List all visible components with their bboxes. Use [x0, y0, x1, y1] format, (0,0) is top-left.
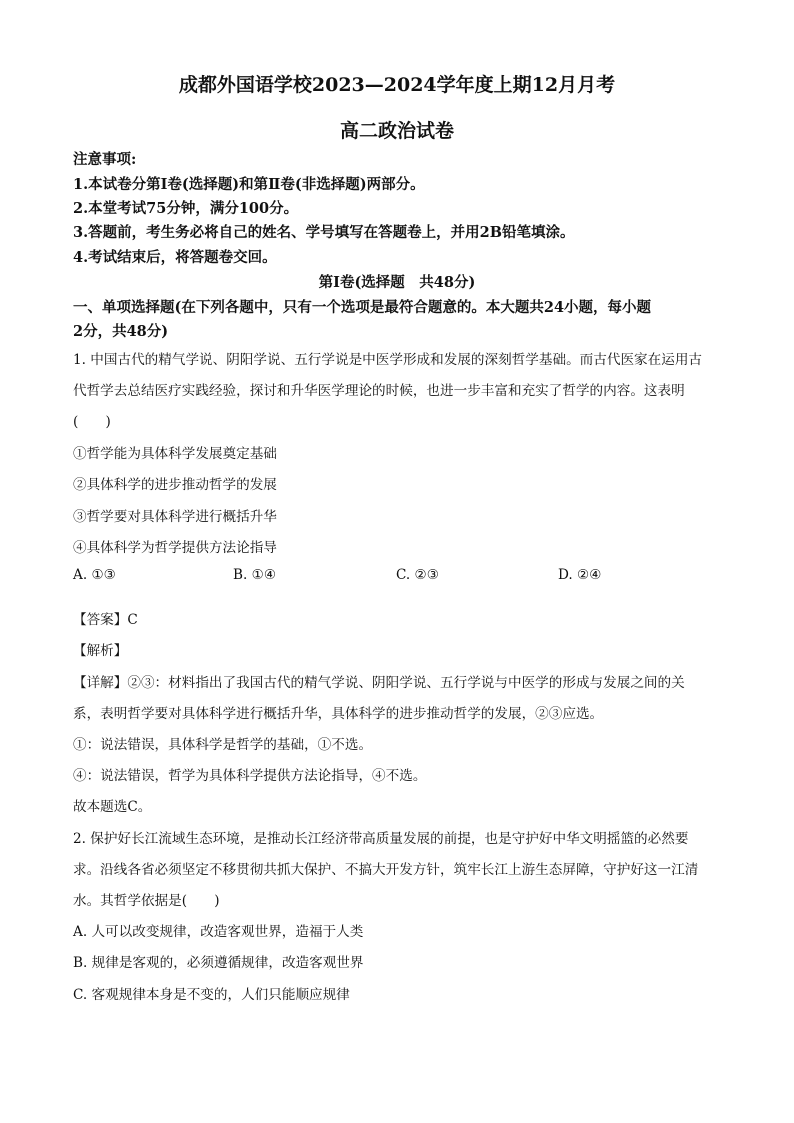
q1-conclusion: 故本题选C。 [73, 799, 152, 815]
q1-detail-line3: ①：说法错误，具体科学是哲学的基础，①不选。 [73, 737, 373, 753]
notice-item-3: 3.答题前，考生务必将自己的姓名、学号填写在答题卷上，并用2B铅笔填涂。 [73, 224, 575, 241]
q1-answer: 【答案】C [73, 612, 138, 628]
q1-option-c: C. ②③ [396, 567, 439, 583]
q2-option-a: A. 人可以改变规律，改造客观世界，造福于人类 [73, 924, 364, 940]
section-title: 第Ⅰ卷(选择题 共48分) [318, 274, 476, 291]
section-instruction-line2: 2分，共48分) [73, 323, 169, 340]
notice-item-4: 4.考试结束后，将答题卷交回。 [73, 249, 277, 266]
notice-item-1: 1.本试卷分第Ⅰ卷(选择题)和第Ⅱ卷(非选择题)两部分。 [73, 176, 425, 193]
q2-option-c: C. 客观规律本身是不变的，人们只能顺应规律 [73, 987, 350, 1003]
q1-statement-2: ②具体科学的进步推动哲学的发展 [73, 477, 277, 493]
exam-title: 成都外国语学校2023—2024学年度上期12月月考 [178, 74, 616, 96]
q1-statement-4: ④具体科学为哲学提供方法论指导 [73, 540, 277, 556]
q1-option-d: D. ②④ [558, 567, 602, 583]
exam-subtitle: 高二政治试卷 [339, 120, 454, 142]
notice-heading: 注意事项: [73, 151, 137, 168]
q1-statement-1: ①哲学能为具体科学发展奠定基础 [73, 446, 277, 462]
q1-detail-line4: ④：说法错误，哲学为具体科学提供方法论指导，④不选。 [73, 768, 427, 784]
q1-option-b: B. ①④ [233, 567, 277, 583]
q2-stem-line1: 2. 保护好长江流域生态环境，是推动长江经济带高质量发展的前提，也是守护好中华文明摇篮的必然要 [73, 831, 689, 847]
q1-stem-line1: 1. 中国古代的精气学说、阴阳学说、五行学说是中医学形成和发展的深刻哲学基础。而古代医家在运用古 [73, 352, 703, 368]
q1-detail-line1: 【详解】②③：材料指出了我国古代的精气学说、阴阳学说、五行学说与中医学的形成与发展之间的关 [73, 675, 685, 691]
q1-stem-line2: 代哲学去总结医疗实践经验，探讨和升华医学理论的时候，也进一步丰富和充实了哲学的内容。这表明 [73, 383, 685, 399]
q2-option-b: B. 规律是客观的，必须遵循规律，改造客观世界 [73, 955, 364, 971]
q1-option-a: A. ①③ [73, 567, 116, 583]
q1-stem-line3: ( ) [73, 414, 111, 430]
q1-statement-3: ③哲学要对具体科学进行概括升华 [73, 509, 277, 525]
section-instruction-line1: 一、单项选择题(在下列各题中，只有一个选项是最符合题意的。本大题共24小题，每小题 [73, 299, 652, 316]
q2-stem-line2: 求。沿线各省必须坚定不移贯彻共抓大保护、不搞大开发方针，筑牢长江上游生态屏障，守护好这一江清 [73, 862, 699, 878]
q1-analysis-label: 【解析】 [73, 643, 128, 659]
q2-stem-line3: 水。其哲学依据是( ) [73, 893, 220, 909]
q1-detail-line2: 系，表明哲学要对具体科学进行概括升华，具体科学的进步推动哲学的发展，②③应选。 [73, 706, 604, 722]
notice-item-2: 2.本堂考试75分钟，满分100分。 [73, 200, 299, 217]
